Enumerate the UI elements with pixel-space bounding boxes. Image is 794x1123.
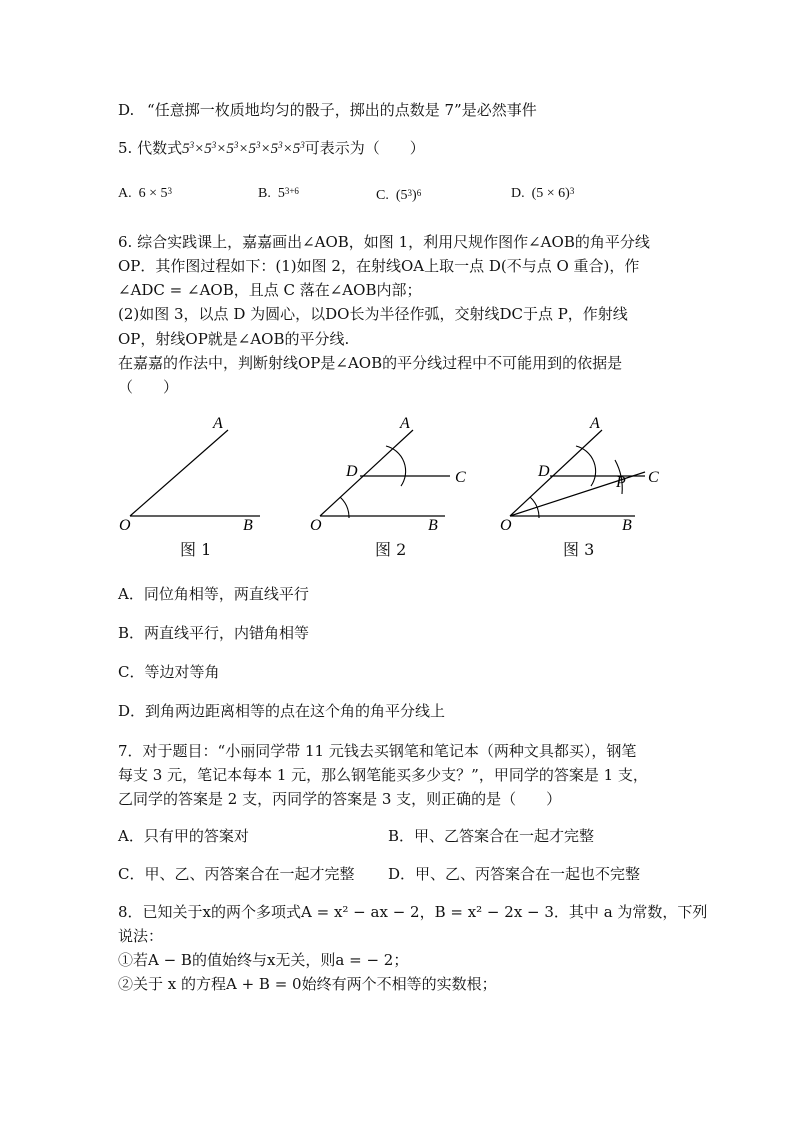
q5-option-b: B. $5^{3+6}$ bbox=[258, 186, 299, 201]
fig2-label-c: C bbox=[455, 469, 466, 486]
fig2-arc-o bbox=[340, 497, 349, 518]
fig2-caption: 图 2 bbox=[375, 540, 407, 559]
fig1-label-b: B bbox=[243, 517, 253, 534]
q5-option-c: C. $(5^3)^6$ bbox=[376, 188, 422, 203]
q6-line-6: 在嘉嘉的作法中，判断射线OP是∠AOB的平分线过程中不可能用到的依据是 bbox=[118, 354, 623, 372]
q6-figures bbox=[110, 408, 680, 538]
fig3-ray-oa bbox=[510, 430, 602, 516]
fig1-label-o: O bbox=[119, 517, 131, 534]
fig2-label-d: D bbox=[346, 463, 358, 480]
fig3-label-d: D bbox=[538, 463, 550, 480]
fig3-label-p: P bbox=[616, 474, 626, 491]
q7-line-1: 7．对于题目：“小丽同学带 11 元钱去买钢笔和笔记本（两种文具都买），钢笔 bbox=[118, 742, 637, 760]
q5-stem-prefix: 5. 代数式 bbox=[118, 139, 183, 157]
q6-option-a: A．同位角相等，两直线平行 bbox=[118, 585, 309, 603]
q6-line-7: （ ） bbox=[118, 378, 179, 396]
q5-expression: $5^3\times 5^3\times 5^3\times 5^3\times 5^3\times 5^3$ bbox=[182, 140, 305, 157]
q7-line-2: 每支 3 元，笔记本每本 1 元，那么钢笔能买多少支？”，甲同学的答案是 1 支， bbox=[118, 766, 648, 784]
fig3-caption: 图 3 bbox=[563, 540, 595, 559]
fig3-label-b: B bbox=[622, 517, 632, 534]
fig1-caption: 图 1 bbox=[180, 540, 212, 559]
fig2-ray-oa bbox=[320, 430, 413, 516]
q7-option-d: D．甲、乙、丙答案合在一起也不完整 bbox=[388, 865, 641, 883]
q6-line-2: OP．其作图过程如下：(1)如图 2，在射线OA上取一点 D(不与点 O 重合)，作 bbox=[118, 257, 640, 275]
fig2-label-b: B bbox=[428, 517, 438, 534]
figure-3 bbox=[500, 415, 659, 534]
q4-option-d bbox=[118, 100, 537, 120]
q6-option-b: B．两直线平行，内错角相等 bbox=[118, 624, 310, 642]
q4-option-d-text: “任意掷一枚质地均匀的骰子，掷出的点数是 7”是必然事件 bbox=[147, 101, 537, 119]
figure-2 bbox=[310, 415, 466, 534]
fig3-label-a: A bbox=[590, 415, 600, 432]
q6-line-4: (2)如图 3，以点 D 为圆心，以DO长为半径作弧，交射线DC于点 P，作射线 bbox=[118, 305, 628, 323]
q6-option-d: D．到角两边距离相等的点在这个角的角平分线上 bbox=[118, 702, 446, 720]
q7-option-a: A．只有甲的答案对 bbox=[118, 827, 249, 845]
q5-option-a: A. $6 \times 5^3$ bbox=[118, 186, 173, 201]
fig2-label-o: O bbox=[310, 517, 322, 534]
q8-line-2: 说法： bbox=[118, 927, 164, 945]
q5-stem bbox=[118, 138, 425, 159]
q7-option-c: C．甲、乙、丙答案合在一起才完整 bbox=[118, 865, 355, 883]
q6-line-5: OP，射线OP就是∠AOB的平分线. bbox=[118, 330, 350, 348]
q6-line-1: 6. 综合实践课上，嘉嘉画出∠AOB，如图 1，利用尺规作图作∠AOB的角平分线 bbox=[118, 233, 650, 251]
q6-option-c: C．等边对等角 bbox=[118, 663, 220, 681]
figure-1 bbox=[119, 415, 260, 534]
q7-line-3: 乙同学的答案是 2 支，丙同学的答案是 3 支，则正确的是（ ） bbox=[118, 790, 562, 808]
q5-option-d: D. $(5 \times 6)^3$ bbox=[511, 186, 575, 201]
fig3-label-o: O bbox=[500, 517, 512, 534]
q8-line-3: ①若A − B的值始终与x无关，则a = − 2； bbox=[118, 951, 409, 969]
fig2-label-a: A bbox=[400, 415, 410, 432]
fig1-ray-oa bbox=[130, 430, 228, 516]
fig3-label-c: C bbox=[648, 469, 659, 486]
q8-line-4: ②关于 x 的方程A + B = 0始终有两个不相等的实数根； bbox=[118, 975, 497, 993]
fig1-label-a: A bbox=[213, 415, 223, 432]
q4-option-d-label: D. bbox=[118, 101, 135, 119]
q8-line-1: 8．已知关于x的两个多项式A = x² − ax − 2，B = x² − 2x − 3．其中 a 为常数，下列 bbox=[118, 903, 708, 921]
q6-line-3: ∠ADC = ∠AOB，且点 C 落在∠AOB内部； bbox=[118, 281, 422, 299]
q7-option-b: B．甲、乙答案合在一起才完整 bbox=[388, 827, 595, 845]
q5-stem-suffix: 可表示为（ ） bbox=[304, 139, 425, 157]
